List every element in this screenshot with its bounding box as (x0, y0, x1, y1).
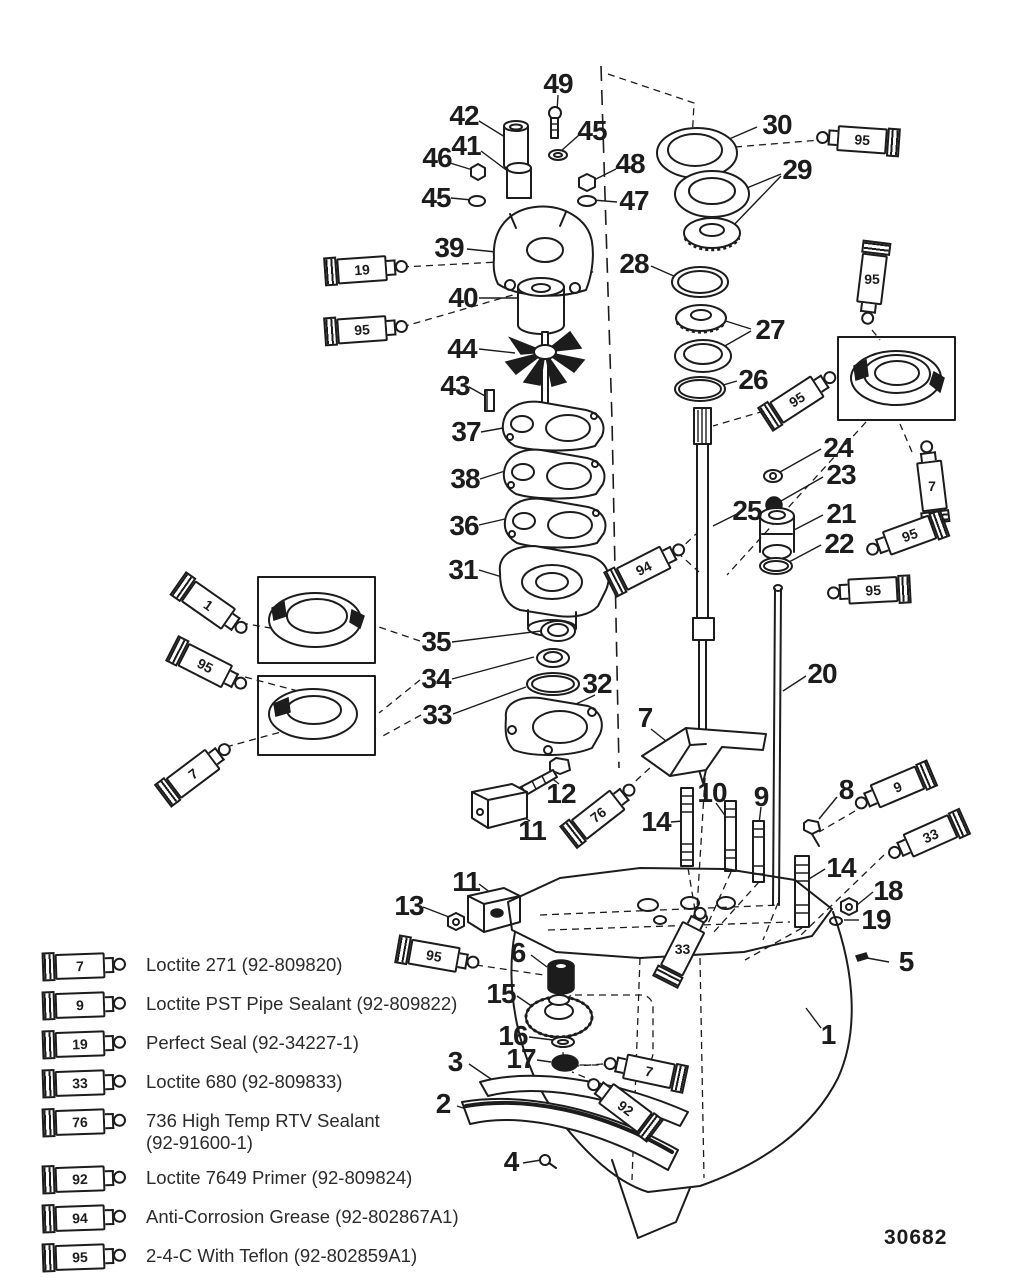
tube-neck (839, 584, 849, 600)
part-36-gasket (505, 499, 606, 548)
tube-body (55, 1108, 106, 1136)
tube-number: 19 (71, 1035, 89, 1052)
tube-tip (394, 320, 408, 334)
legend-item (42, 1164, 462, 1193)
tube-number: 76 (586, 803, 609, 826)
legend-item-text: 2-4-C With Teflon (92-802859A1) (146, 1245, 418, 1266)
tube-number: 7 (184, 764, 201, 783)
part-4-screw (540, 1155, 556, 1168)
sealant-tube-95 (826, 574, 911, 607)
callout-43: 43 (440, 370, 470, 401)
callout-45: 45 (577, 115, 607, 146)
tube-body (55, 1165, 106, 1193)
sealant-tube-icon (42, 1067, 127, 1099)
callout-11: 11 (518, 815, 546, 846)
callout-13: 13 (394, 890, 424, 921)
sealant-tube-19 (323, 252, 409, 287)
tube-number: 33 (920, 825, 942, 847)
legend-item-text: Perfect Seal (92-34227-1) (146, 1032, 359, 1053)
callout-36: 36 (449, 510, 479, 541)
part-18-nut (841, 898, 857, 915)
part-41-bushing (507, 163, 531, 198)
tube-tip (394, 260, 408, 274)
tube-body (55, 1069, 106, 1097)
tube-number: 95 (424, 946, 444, 965)
tube-number: 95 (864, 271, 881, 288)
tube-tip (113, 1171, 126, 1184)
callout-35: 35 (421, 626, 451, 657)
sealant-tube-icon (42, 1163, 127, 1195)
tube-number: 9 (75, 996, 85, 1013)
tube-crimp (42, 991, 56, 1020)
part-33-o-ring (527, 673, 579, 695)
callout-29: 29 (782, 154, 812, 185)
callout-25: 25 (732, 495, 762, 526)
part-8-bolt (804, 820, 820, 846)
tube-crimp (42, 1108, 56, 1137)
tube-body (857, 253, 889, 306)
callout-34: 34 (421, 663, 451, 694)
part-24-washer (764, 470, 782, 482)
tube-tip (113, 958, 126, 971)
tube-tip (465, 955, 480, 970)
callout-41: 41 (451, 130, 481, 161)
legend-item (42, 990, 462, 1019)
inset-lower-seal (258, 676, 375, 755)
tube-number: 33 (674, 940, 690, 957)
part-25-driveshaft (693, 408, 714, 783)
part-29-tapered-bearing (684, 218, 740, 250)
part-7-clamp-bracket (642, 728, 766, 776)
callout-48: 48 (615, 148, 645, 179)
tube-number: 33 (71, 1074, 89, 1091)
legend-item (42, 1068, 462, 1097)
callout-24: 24 (823, 432, 853, 463)
part-42-bushing (504, 121, 528, 168)
part-22-o-ring (760, 558, 792, 574)
tube-number: 95 (353, 320, 371, 338)
legend-item-text: Loctite 7649 Primer (92-809824) (146, 1167, 413, 1188)
callout-2: 2 (435, 1088, 451, 1119)
part-37-face-plate (503, 402, 604, 451)
legend-item-text: Anti-Corrosion Grease (92-802867A1) (146, 1206, 459, 1227)
callout-47: 47 (619, 185, 649, 216)
tube-body (55, 1204, 106, 1232)
tube-body (55, 1030, 106, 1058)
part-6-pinion-bearing (548, 960, 574, 994)
tube-number: 7 (643, 1063, 655, 1081)
callout-22: 22 (824, 528, 854, 559)
sealant-tube-icon (42, 950, 127, 982)
part-16-washer (552, 1037, 574, 1047)
callout-8: 8 (838, 774, 854, 805)
tube-number: 19 (353, 260, 371, 278)
legend-item (42, 951, 462, 980)
part-10-stud (725, 801, 736, 871)
tube-body (916, 460, 948, 513)
legend-item (42, 1029, 462, 1058)
callout-12: 12 (546, 778, 576, 809)
part-5-dowel-pin (856, 953, 868, 961)
sealant-tube-icon (42, 989, 127, 1021)
callout-31: 31 (448, 554, 478, 585)
tube-crimp (42, 1204, 56, 1233)
callout-26: 26 (738, 364, 768, 395)
callout-23: 23 (826, 459, 856, 490)
part-32-gasket-plate (506, 698, 602, 755)
part-49-screw (549, 107, 561, 138)
tube-body (55, 952, 106, 980)
inset-upper-driveshaft-bearing (258, 577, 375, 663)
callout-14: 14 (826, 852, 856, 883)
tube-number: 7 (927, 477, 936, 494)
tube-number: 7 (75, 957, 85, 974)
tube-tip (113, 1210, 126, 1223)
tube-number: 76 (71, 1113, 89, 1130)
callout-17: 17 (506, 1043, 536, 1074)
legend-item (42, 1203, 462, 1232)
callout-19: 19 (861, 904, 891, 935)
tube-body (336, 255, 388, 284)
callout-28: 28 (619, 248, 649, 279)
legend-item (42, 1242, 462, 1271)
part-14-stud-rear (795, 856, 809, 927)
callout-4: 4 (503, 1146, 519, 1177)
tube-number: 94 (71, 1209, 89, 1226)
callout-39: 39 (434, 232, 464, 263)
callout-11: 11 (452, 866, 480, 897)
inset-lower-driveshaft-bearing (838, 337, 955, 420)
sealant-tube-icon (42, 1106, 127, 1138)
callout-46: 46 (422, 142, 452, 173)
part-20-shift-shaft (773, 585, 782, 905)
part-34-oil-seal (537, 649, 569, 667)
tube-body (836, 126, 888, 155)
tube-number: 95 (899, 525, 920, 546)
part-38-gasket (504, 450, 605, 499)
callout-9: 9 (753, 781, 769, 812)
part-48-nut (579, 174, 595, 191)
tube-body (55, 1243, 106, 1271)
tube-number: 95 (864, 582, 882, 600)
part-27-tapered-bearing (676, 305, 726, 332)
callout-14: 14 (641, 806, 671, 837)
part-26-o-ring (675, 377, 725, 401)
callout-32: 32 (582, 668, 612, 699)
callout-21: 21 (826, 498, 856, 529)
callout-42: 42 (449, 100, 479, 131)
tube-tip (113, 1075, 126, 1088)
tube-crimp (886, 128, 901, 158)
tube-tip (113, 1036, 126, 1049)
callout-6: 6 (510, 937, 526, 968)
tube-number: 95 (71, 1248, 89, 1265)
part-13-nut (448, 913, 464, 930)
sealant-tube-icon (42, 1028, 127, 1060)
callout-16: 16 (498, 1020, 528, 1051)
tube-body (336, 315, 388, 344)
legend-item-text: Loctite 680 (92-809833) (146, 1071, 343, 1092)
tube-crimp (42, 1165, 56, 1194)
sealant-tube-icon (42, 1241, 127, 1273)
part-46-nut (471, 164, 485, 180)
part-14-stud-front (681, 788, 693, 866)
tube-number: 1 (200, 595, 217, 614)
sealant-tube-icon (42, 1202, 127, 1234)
tube-crimp (42, 1069, 56, 1098)
part-47-washer (578, 196, 596, 206)
tube-number: 94 (632, 557, 655, 579)
callout-45: 45 (421, 182, 451, 213)
part-40-impeller-hub (518, 278, 564, 334)
legend-item-text: Loctite PST Pipe Sealant (92-809822) (146, 993, 458, 1014)
tube-tip (113, 1114, 126, 1127)
tube-tip (113, 1249, 126, 1262)
tube-number: 95 (785, 388, 808, 411)
sealant-tube-95 (323, 312, 409, 347)
callout-44: 44 (447, 333, 477, 364)
tube-number: 92 (71, 1170, 89, 1187)
centerlines (601, 66, 912, 768)
callout-5: 5 (898, 946, 914, 977)
callout-49: 49 (543, 68, 573, 99)
tube-number: 9 (890, 778, 905, 797)
callout-10: 10 (697, 777, 727, 808)
tube-number: 92 (614, 1097, 637, 1120)
tube-crimp (42, 1243, 56, 1272)
tube-number: 95 (853, 131, 871, 149)
part-30-seal-ring (657, 128, 737, 178)
tube-crimp (42, 952, 56, 981)
tube-body (55, 991, 106, 1019)
callout-33: 33 (422, 699, 452, 730)
drawing-number: 30682 (884, 1226, 948, 1249)
tube-tip (113, 997, 126, 1010)
callout-37: 37 (451, 416, 481, 447)
part-15-pinion-gear (526, 995, 592, 1037)
tube-crimp (42, 1030, 56, 1059)
callout-40: 40 (448, 282, 478, 313)
callout-3: 3 (447, 1046, 463, 1077)
callout-18: 18 (873, 875, 903, 906)
callout-27: 27 (755, 314, 785, 345)
tube-tip (860, 311, 874, 325)
sealant-legend (42, 951, 462, 1281)
part-17-pinion-nut (552, 1055, 578, 1071)
callout-30: 30 (762, 109, 792, 140)
callout-20: 20 (807, 658, 837, 689)
callout-7: 7 (637, 702, 653, 733)
part-35-oil-seal (541, 621, 575, 641)
callout-38: 38 (450, 463, 480, 494)
callout-15: 15 (486, 978, 516, 1009)
sealant-tube-95 (815, 123, 901, 158)
part-21-seal-carrier (760, 508, 794, 559)
tube-body (847, 577, 898, 606)
callout-1: 1 (820, 1019, 836, 1050)
tube-crimp (897, 574, 911, 604)
part-29-bearing-race (675, 171, 749, 217)
legend-item-text: 736 High Temp RTV Sealant (92-91600-1) (146, 1110, 380, 1153)
part-27-bearing-race (675, 340, 731, 372)
legend-item-text: Loctite 271 (92-809820) (146, 954, 343, 975)
legend-item (42, 1107, 462, 1154)
tube-number: 95 (194, 654, 217, 676)
part-43-key (485, 390, 494, 411)
part-28-shim (672, 267, 728, 297)
